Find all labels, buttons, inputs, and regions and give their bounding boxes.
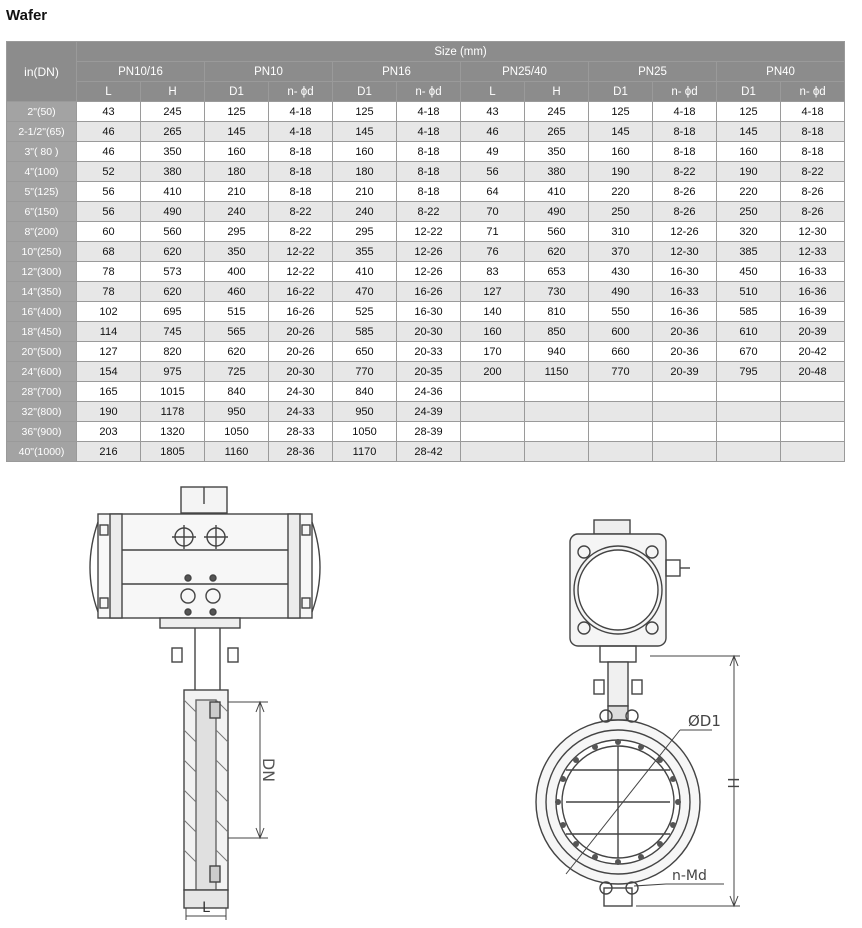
column-header: L	[461, 82, 525, 102]
dn-cell: 16"(400)	[7, 302, 77, 322]
value-cell: 820	[141, 342, 205, 362]
value-cell: 16-39	[781, 302, 845, 322]
value-cell: 70	[461, 202, 525, 222]
value-cell: 8-22	[781, 162, 845, 182]
value-cell: 56	[77, 182, 141, 202]
value-cell: 83	[461, 262, 525, 282]
value-cell: 125	[717, 102, 781, 122]
value-cell: 190	[589, 162, 653, 182]
value-cell: 585	[717, 302, 781, 322]
value-cell: 350	[141, 142, 205, 162]
value-cell: 1178	[141, 402, 205, 422]
value-cell: 725	[205, 362, 269, 382]
value-cell: 975	[141, 362, 205, 382]
value-cell: 16-30	[397, 302, 461, 322]
value-cell: 8-18	[269, 182, 333, 202]
value-cell: 200	[461, 362, 525, 382]
value-cell: 140	[461, 302, 525, 322]
dn-cell: 4"(100)	[7, 162, 77, 182]
value-cell: 20-35	[397, 362, 461, 382]
value-cell: 127	[77, 342, 141, 362]
column-header: n- ϕd	[781, 82, 845, 102]
value-cell: 16-36	[653, 302, 717, 322]
value-cell: 355	[333, 242, 397, 262]
value-cell: 125	[589, 102, 653, 122]
dn-header: in(DN)	[7, 42, 77, 102]
value-cell: 16-33	[781, 262, 845, 282]
value-cell: 12-22	[269, 242, 333, 262]
value-cell: 20-33	[397, 342, 461, 362]
dn-cell: 32"(800)	[7, 402, 77, 422]
value-cell: 12-30	[653, 242, 717, 262]
value-cell: 350	[525, 142, 589, 162]
value-cell: 64	[461, 182, 525, 202]
value-cell: 8-26	[781, 202, 845, 222]
dn-label: DN	[259, 757, 278, 783]
value-cell: 43	[461, 102, 525, 122]
column-header: D1	[205, 82, 269, 102]
value-cell: 24-30	[269, 382, 333, 402]
value-cell: 12-26	[397, 242, 461, 262]
value-cell: 145	[205, 122, 269, 142]
value-cell: 8-22	[269, 202, 333, 222]
dn-cell: 12"(300)	[7, 262, 77, 282]
value-cell: 16-26	[397, 282, 461, 302]
l-label: L	[202, 900, 210, 916]
value-cell: 4-18	[653, 102, 717, 122]
value-cell: 1050	[205, 422, 269, 442]
value-cell: 160	[589, 142, 653, 162]
value-cell: 950	[333, 402, 397, 422]
dn-cell: 3"( 80 )	[7, 142, 77, 162]
value-cell: 12-30	[781, 222, 845, 242]
value-cell: 490	[141, 202, 205, 222]
value-cell: 8-18	[781, 122, 845, 142]
value-cell: 620	[141, 242, 205, 262]
value-cell: 510	[717, 282, 781, 302]
value-cell: 220	[717, 182, 781, 202]
value-cell: 1150	[525, 362, 589, 382]
value-cell: 410	[141, 182, 205, 202]
value-cell: 43	[77, 102, 141, 122]
h-label: H	[724, 777, 742, 789]
group-header: PN16	[333, 62, 461, 82]
value-cell: 695	[141, 302, 205, 322]
value-cell: 52	[77, 162, 141, 182]
value-cell: 56	[77, 202, 141, 222]
value-cell: 515	[205, 302, 269, 322]
value-cell: 660	[589, 342, 653, 362]
value-cell: 600	[589, 322, 653, 342]
value-cell: 265	[141, 122, 205, 142]
value-cell: 190	[77, 402, 141, 422]
value-cell: 490	[589, 282, 653, 302]
value-cell: 525	[333, 302, 397, 322]
value-cell: 460	[205, 282, 269, 302]
value-cell: 380	[525, 162, 589, 182]
value-cell: 1320	[141, 422, 205, 442]
value-cell: 60	[77, 222, 141, 242]
value-cell: 145	[333, 122, 397, 142]
value-cell: 410	[333, 262, 397, 282]
value-cell: 216	[77, 442, 141, 462]
dn-cell: 8"(200)	[7, 222, 77, 242]
value-cell: 240	[205, 202, 269, 222]
value-cell: 46	[77, 122, 141, 142]
value-cell: 240	[333, 202, 397, 222]
group-header: PN25	[589, 62, 717, 82]
value-cell: 145	[589, 122, 653, 142]
column-header: n- ϕd	[653, 82, 717, 102]
value-cell: 295	[205, 222, 269, 242]
value-cell: 670	[717, 342, 781, 362]
value-cell: 1015	[141, 382, 205, 402]
value-cell: 770	[589, 362, 653, 382]
value-cell: 410	[525, 182, 589, 202]
value-cell: 76	[461, 242, 525, 262]
value-cell: 745	[141, 322, 205, 342]
value-cell: 380	[141, 162, 205, 182]
value-cell: 71	[461, 222, 525, 242]
value-cell: 8-22	[653, 162, 717, 182]
group-header: PN25/40	[461, 62, 589, 82]
value-cell: 8-26	[653, 202, 717, 222]
value-cell: 850	[525, 322, 589, 342]
actuator-side-view	[90, 487, 320, 920]
dn-cell: 10"(250)	[7, 242, 77, 262]
value-cell: 127	[461, 282, 525, 302]
value-cell: 4-18	[397, 122, 461, 142]
value-cell: 20-30	[397, 322, 461, 342]
value-cell: 20-36	[653, 342, 717, 362]
value-cell: 8-18	[397, 182, 461, 202]
value-cell: 28-42	[397, 442, 461, 462]
value-cell: 8-18	[397, 162, 461, 182]
value-cell: 1160	[205, 442, 269, 462]
value-cell: 16-30	[653, 262, 717, 282]
value-cell: 295	[333, 222, 397, 242]
dn-cell: 40"(1000)	[7, 442, 77, 462]
value-cell: 620	[525, 242, 589, 262]
value-cell: 20-26	[269, 342, 333, 362]
value-cell: 770	[333, 362, 397, 382]
dn-cell: 20"(500)	[7, 342, 77, 362]
value-cell: 16-36	[781, 282, 845, 302]
page-title: Wafer	[6, 7, 48, 24]
value-cell: 20-42	[781, 342, 845, 362]
dn-cell: 36"(900)	[7, 422, 77, 442]
column-header: H	[525, 82, 589, 102]
value-cell: 1050	[333, 422, 397, 442]
value-cell: 430	[589, 262, 653, 282]
value-cell: 250	[717, 202, 781, 222]
value-cell: 78	[77, 282, 141, 302]
column-header: D1	[717, 82, 781, 102]
value-cell: 16-26	[269, 302, 333, 322]
value-cell: 160	[461, 322, 525, 342]
value-cell: 170	[461, 342, 525, 362]
value-cell: 8-18	[269, 162, 333, 182]
group-header: PN40	[717, 62, 845, 82]
value-cell: 46	[461, 122, 525, 142]
value-cell: 585	[333, 322, 397, 342]
value-cell: 1170	[333, 442, 397, 462]
value-cell: 350	[205, 242, 269, 262]
column-header: L	[77, 82, 141, 102]
value-cell: 8-22	[397, 202, 461, 222]
value-cell: 560	[141, 222, 205, 242]
value-cell: 4-18	[781, 102, 845, 122]
value-cell: 20-26	[269, 322, 333, 342]
value-cell: 24-36	[397, 382, 461, 402]
value-cell: 320	[717, 222, 781, 242]
value-cell: 573	[141, 262, 205, 282]
dn-cell: 28"(700)	[7, 382, 77, 402]
value-cell: 385	[717, 242, 781, 262]
value-cell: 56	[461, 162, 525, 182]
value-cell: 24-33	[269, 402, 333, 422]
value-cell: 8-26	[781, 182, 845, 202]
value-cell: 28-36	[269, 442, 333, 462]
value-cell: 78	[77, 262, 141, 282]
group-header: PN10/16	[77, 62, 205, 82]
value-cell: 450	[717, 262, 781, 282]
column-header: D1	[333, 82, 397, 102]
value-cell: 940	[525, 342, 589, 362]
value-cell: 24-39	[397, 402, 461, 422]
dn-cell: 6"(150)	[7, 202, 77, 222]
value-cell: 102	[77, 302, 141, 322]
value-cell: 490	[525, 202, 589, 222]
value-cell: 12-26	[397, 262, 461, 282]
value-cell: 20-30	[269, 362, 333, 382]
value-cell: 165	[77, 382, 141, 402]
bolt-label: n-Md	[672, 868, 707, 884]
value-cell: 145	[717, 122, 781, 142]
value-cell: 245	[525, 102, 589, 122]
value-cell: 12-33	[781, 242, 845, 262]
group-header: PN10	[205, 62, 333, 82]
value-cell: 160	[333, 142, 397, 162]
value-cell: 12-22	[397, 222, 461, 242]
dn-cell: 18"(450)	[7, 322, 77, 342]
value-cell: 370	[589, 242, 653, 262]
value-cell: 950	[205, 402, 269, 422]
value-cell: 16-33	[653, 282, 717, 302]
column-header: H	[141, 82, 205, 102]
value-cell: 400	[205, 262, 269, 282]
dn-cell: 14"(350)	[7, 282, 77, 302]
value-cell: 8-18	[781, 142, 845, 162]
value-cell: 180	[333, 162, 397, 182]
size-header: Size (mm)	[77, 42, 845, 62]
column-header: D1	[589, 82, 653, 102]
value-cell: 8-22	[269, 222, 333, 242]
value-cell: 840	[205, 382, 269, 402]
value-cell: 470	[333, 282, 397, 302]
value-cell: 4-18	[269, 122, 333, 142]
value-cell: 8-18	[397, 142, 461, 162]
d1-label: ØD1	[688, 712, 721, 730]
value-cell: 28-33	[269, 422, 333, 442]
value-cell: 12-26	[653, 222, 717, 242]
value-cell: 653	[525, 262, 589, 282]
value-cell: 8-18	[653, 142, 717, 162]
value-cell: 16-22	[269, 282, 333, 302]
value-cell: 20-39	[653, 362, 717, 382]
dn-cell: 24"(600)	[7, 362, 77, 382]
value-cell: 220	[589, 182, 653, 202]
value-cell: 8-18	[653, 122, 717, 142]
value-cell: 4-18	[269, 102, 333, 122]
value-cell: 68	[77, 242, 141, 262]
value-cell: 620	[141, 282, 205, 302]
value-cell: 190	[717, 162, 781, 182]
value-cell: 160	[717, 142, 781, 162]
value-cell: 620	[205, 342, 269, 362]
value-cell: 114	[77, 322, 141, 342]
value-cell: 245	[141, 102, 205, 122]
value-cell: 20-36	[653, 322, 717, 342]
value-cell: 840	[333, 382, 397, 402]
value-cell: 730	[525, 282, 589, 302]
value-cell: 49	[461, 142, 525, 162]
value-cell: 265	[525, 122, 589, 142]
value-cell: 610	[717, 322, 781, 342]
value-cell: 160	[205, 142, 269, 162]
value-cell: 8-26	[653, 182, 717, 202]
value-cell: 125	[333, 102, 397, 122]
column-header: n- ϕd	[397, 82, 461, 102]
value-cell: 1805	[141, 442, 205, 462]
dn-cell: 5"(125)	[7, 182, 77, 202]
value-cell: 565	[205, 322, 269, 342]
value-cell: 20-48	[781, 362, 845, 382]
value-cell: 795	[717, 362, 781, 382]
column-header: n- ϕd	[269, 82, 333, 102]
dn-cell: 2-1/2"(65)	[7, 122, 77, 142]
value-cell: 4-18	[397, 102, 461, 122]
value-cell: 550	[589, 302, 653, 322]
value-cell: 12-22	[269, 262, 333, 282]
value-cell: 20-39	[781, 322, 845, 342]
value-cell: 810	[525, 302, 589, 322]
value-cell: 310	[589, 222, 653, 242]
value-cell: 154	[77, 362, 141, 382]
value-cell: 8-18	[269, 142, 333, 162]
value-cell: 650	[333, 342, 397, 362]
value-cell: 210	[333, 182, 397, 202]
value-cell: 250	[589, 202, 653, 222]
value-cell: 28-39	[397, 422, 461, 442]
value-cell: 203	[77, 422, 141, 442]
value-cell: 210	[205, 182, 269, 202]
value-cell: 560	[525, 222, 589, 242]
value-cell: 46	[77, 142, 141, 162]
dn-cell: 2"(50)	[7, 102, 77, 122]
value-cell: 125	[205, 102, 269, 122]
value-cell: 180	[205, 162, 269, 182]
